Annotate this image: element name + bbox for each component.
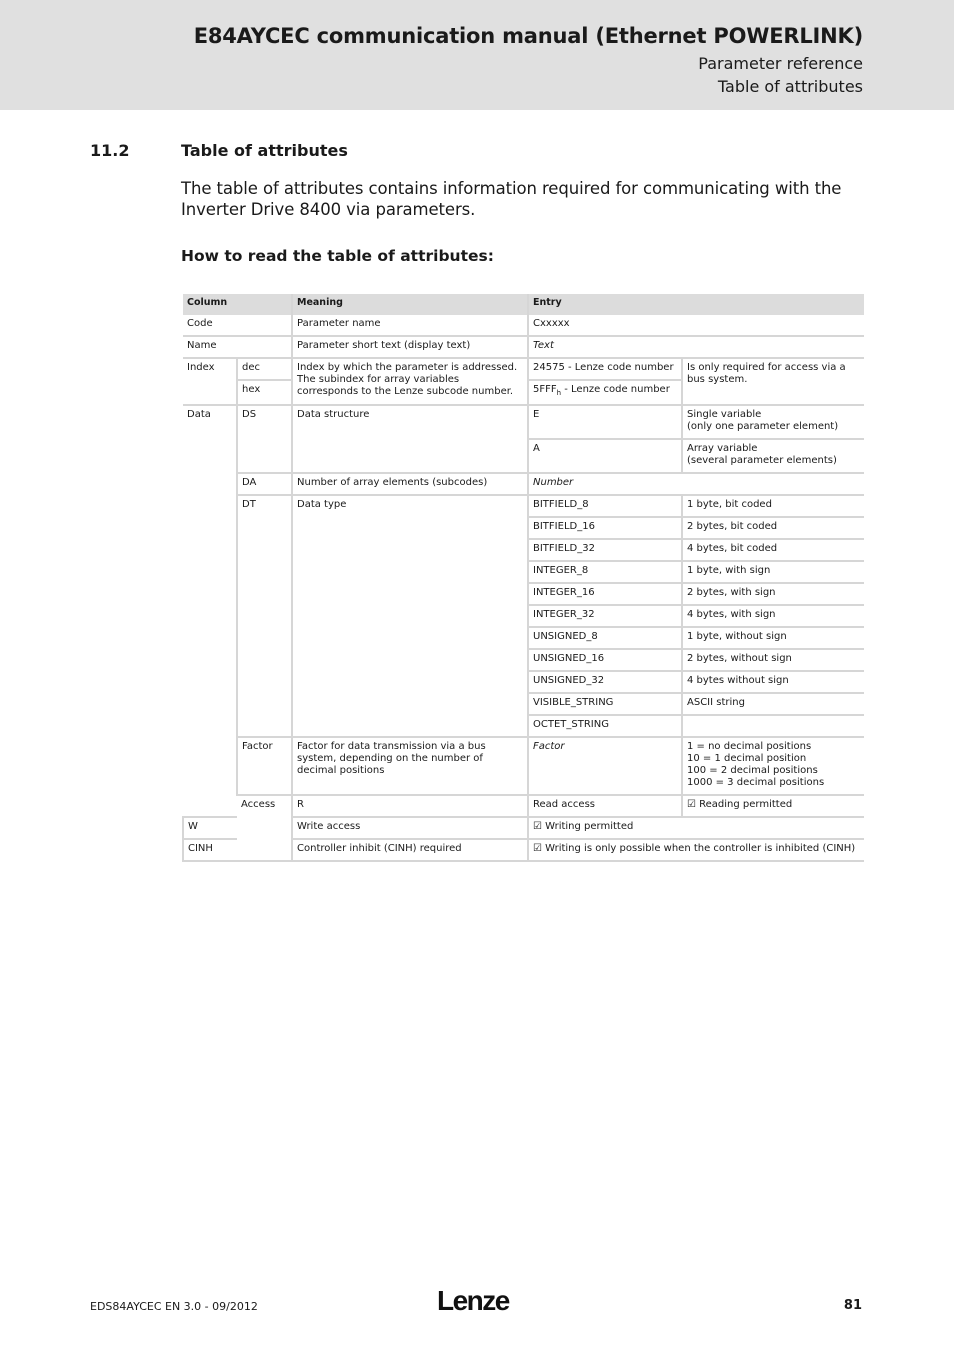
header-entry: Entry: [528, 294, 864, 315]
cell-dt: DT: [237, 495, 292, 737]
lenze-logo-icon: [437, 1287, 517, 1315]
cell-name-entry: Text: [528, 336, 864, 358]
table-row-factor: [183, 737, 864, 795]
section-title: Table of attributes: [181, 141, 348, 160]
cell-index-dec: dec: [237, 358, 292, 380]
hex-subscript: h: [556, 389, 562, 397]
cell-access-w-meaning: Write access: [292, 817, 528, 839]
cell-type-desc: 1 byte, bit coded: [682, 495, 864, 517]
cell-dt-meaning: Data type: [292, 495, 528, 737]
cell-type-name: BITFIELD_16: [528, 517, 682, 539]
cell-type-desc: 4 bytes without sign: [682, 671, 864, 693]
cell-type-name: INTEGER_32: [528, 605, 682, 627]
cell-type-desc: 2 bytes, bit coded: [682, 517, 864, 539]
cell-da: DA: [237, 473, 292, 495]
cell-da-entry: Number: [528, 473, 864, 495]
footer-doc-id: EDS84AYCEC EN 3.0 - 09/2012: [90, 1300, 258, 1313]
table-row-name: [183, 336, 864, 358]
cell-type-name: UNSIGNED_8: [528, 627, 682, 649]
hex-suffix: - Lenze code number: [561, 384, 670, 395]
lenze-logo: [437, 1287, 517, 1319]
cell-factor: Factor: [237, 737, 292, 795]
table-row-data-ds-e: [183, 405, 864, 439]
page-header: [0, 0, 954, 110]
section-number: 11.2: [90, 141, 130, 160]
cell-ds: DS: [237, 405, 292, 473]
cell-access: Access: [237, 795, 292, 861]
cell-type-desc: [682, 715, 864, 737]
table-row-index-dec: [183, 358, 864, 380]
cell-type-name: BITFIELD_8: [528, 495, 682, 517]
cell-code: Code: [183, 315, 292, 336]
attributes-table: [182, 294, 864, 862]
cell-da-meaning: Number of array elements (subcodes): [292, 473, 528, 495]
section-header-title: Table of attributes: [717, 77, 863, 96]
cell-factor-desc: 1 = no decimal positions 10 = 1 decimal position 100 = 2 decimal positions 1000 = 3 decimal positions: [682, 737, 864, 795]
table-header-row: [183, 294, 864, 315]
cell-ds-a: A: [528, 439, 682, 473]
document-title: E84AYCEC communication manual (Ethernet POWERLINK): [193, 24, 863, 48]
cell-index-hex-entry: [528, 380, 682, 405]
cell-index: Index: [183, 358, 237, 405]
cell-name: Name: [183, 336, 292, 358]
cell-type-desc: 2 bytes, with sign: [682, 583, 864, 605]
cell-factor-entry: Factor: [528, 737, 682, 795]
cell-type-name: UNSIGNED_32: [528, 671, 682, 693]
cell-type-name: UNSIGNED_16: [528, 649, 682, 671]
cell-code-meaning: Parameter name: [292, 315, 528, 336]
cell-type-desc: 4 bytes, with sign: [682, 605, 864, 627]
table-row-access-r: [183, 795, 864, 817]
header-meaning: Meaning: [292, 294, 528, 315]
cell-index-dec-entry: 24575 - Lenze code number: [528, 358, 682, 380]
cell-access-r-meaning: Read access: [528, 795, 682, 817]
cell-type-name: BITFIELD_32: [528, 539, 682, 561]
cell-type-desc: 4 bytes, bit coded: [682, 539, 864, 561]
cell-access-w: W: [183, 817, 237, 839]
cell-type-name: INTEGER_8: [528, 561, 682, 583]
page-number: 81: [843, 1298, 862, 1313]
cell-access-r-entry: ☑ Reading permitted: [682, 795, 864, 817]
cell-factor-meaning: Factor for data transmission via a bus system, depending on the number of decimal positions: [292, 737, 528, 795]
cell-access-r: R: [292, 795, 528, 817]
table-row-code: [183, 315, 864, 336]
cell-type-name: VISIBLE_STRING: [528, 693, 682, 715]
chapter-title: Parameter reference: [698, 54, 863, 73]
cell-access-w-entry: ☑ Writing permitted: [528, 817, 864, 839]
hex-prefix: 5FFF: [533, 384, 557, 395]
cell-type-name: INTEGER_16: [528, 583, 682, 605]
cell-index-meaning: Index by which the parameter is addressed. The subindex for array variables corresponds to the Lenze subcode number.: [292, 358, 528, 405]
cell-ds-a-desc: Array variable (several parameter elements): [682, 439, 864, 473]
cell-access-cinh: CINH: [183, 839, 237, 861]
table-row-data-da: [183, 473, 864, 495]
cell-type-desc: ASCII string: [682, 693, 864, 715]
table-row-dt: [183, 495, 864, 517]
cell-index-hex: hex: [237, 380, 292, 405]
cell-type-name: OCTET_STRING: [528, 715, 682, 737]
cell-ds-meaning: Data structure: [292, 405, 528, 473]
cell-type-desc: 1 byte, without sign: [682, 627, 864, 649]
cell-type-desc: 2 bytes, without sign: [682, 649, 864, 671]
header-column: Column: [183, 294, 292, 315]
cell-type-desc: 1 byte, with sign: [682, 561, 864, 583]
cell-ds-e: E: [528, 405, 682, 439]
cell-access-cinh-meaning: Controller inhibit (CINH) required: [292, 839, 528, 861]
cell-name-meaning: Parameter short text (display text): [292, 336, 528, 358]
cell-ds-e-desc: Single variable (only one parameter element): [682, 405, 864, 439]
cell-code-entry: Cxxxxx: [528, 315, 864, 336]
cell-index-note: Is only required for access via a bus system.: [682, 358, 864, 405]
cell-access-cinh-entry: ☑ Writing is only possible when the controller is inhibited (CINH): [528, 839, 864, 861]
intro-paragraph: The table of attributes contains information required for communicating with the Inverter Drive 8400 via parameters.: [181, 179, 842, 219]
svg-text:Lenze: Lenze: [437, 1287, 509, 1315]
howto-heading: How to read the table of attributes:: [181, 247, 494, 265]
cell-data: Data: [183, 405, 237, 817]
